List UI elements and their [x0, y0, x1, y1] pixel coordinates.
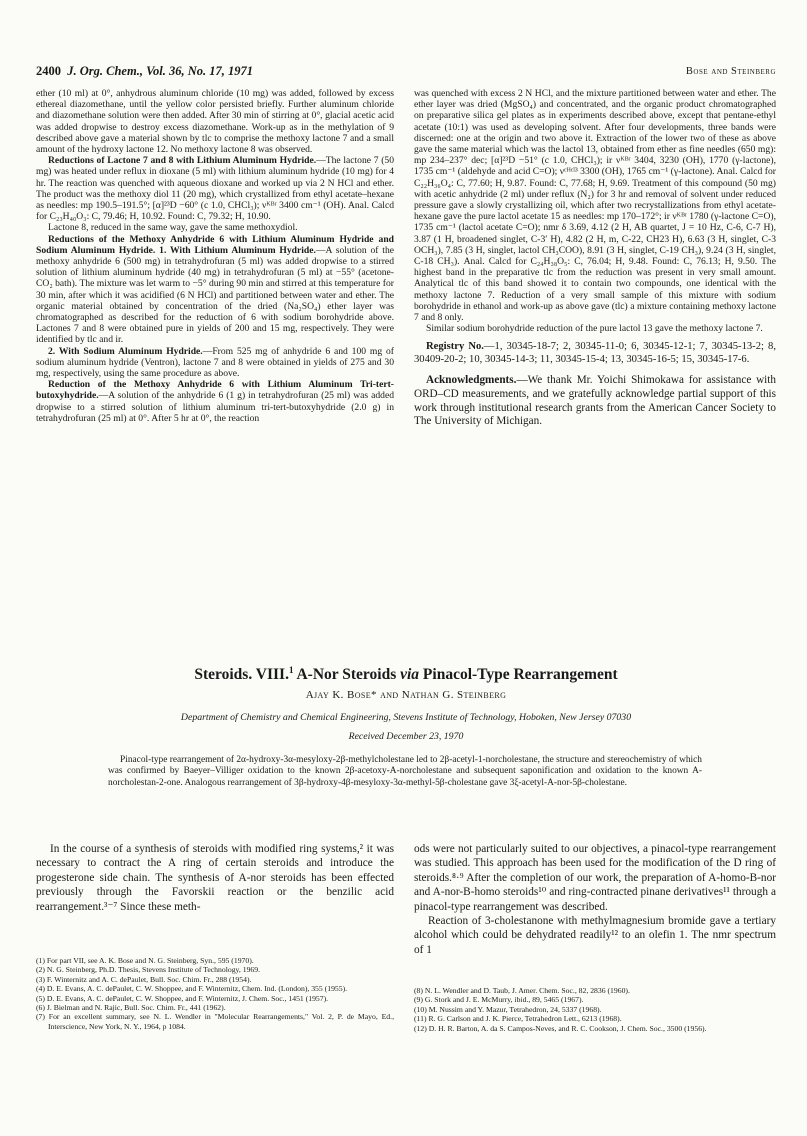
right-column-experimental: [414, 88, 776, 429]
footnote: (11) R. G. Carlson and J. K. Pierce, Tetrahedron Lett., 6213 (1968).: [414, 1014, 622, 1024]
section-heading: 2. With Sodium Aluminum Hydride.: [48, 345, 203, 357]
paragraph: Reaction of 3-cholestanone with methylmagnesium bromide gave a tertiary alcohol which could be dehydrated readily¹² to an olefin 1. The nmr spectrum of 1: [414, 915, 776, 956]
footnote: (12) D. H. R. Barton, A. da S. Campos-Neves, and R. C. Cookson, J. Chem. Soc., 3500 (1956).: [414, 1023, 707, 1033]
affiliation: Department of Chemistry and Chemical Engineering, Stevens Institute of Technology, Hoboken, New Jersey 07030: [180, 712, 632, 723]
running-authors: Bose and Steinberg: [685, 66, 776, 77]
acknowledgments: [414, 374, 776, 428]
article-authors: Ajay K. Bose* and Nathan G. Steinberg: [305, 689, 507, 701]
paragraph: ether (10 ml) at 0°, anhydrous aluminum chloride (10 mg) was added, followed by excess ethereal diazomethane, until the yellow color persisted briefly. Further aluminum chloride and diazomethane solution were then added. After 30 min of stirring at 0°, glacial acetic acid was added dropwise to destroy excess diazomethane. Work-up as in the methylation of 9 described above gave a material shown by tlc to comprise the methoxy lactone 7 and a small amount of the hydroxy lactone 12. No methoxy lactone 8 was observed.: [36, 88, 394, 156]
page-number: 2400: [36, 64, 61, 78]
section-text: —The lactone 7 (50 mg) was heated under reflux in dioxane (5 ml) with lithium aluminum hydride (10 mg) for 4 hr. The reaction was quenched with aqueous dioxane and worked up via 2 N HCl and ether. The product was the methoxy diol 11 (20 mg), which crystallized from ethyl acetate–hexane as needles: mp 190.5–191.5°; [α]²³D −60° (c 1.0, CHCl₃); νᴷᴮʳ 3400 cm⁻¹ (OH). Anal. Calcd for C₂₃H₄₀O₃: C, 79.46; H, 10.92. Found: C, 79.32; H, 10.90.: [36, 155, 394, 223]
title-part: Pinacol-Type Rearrangement: [419, 666, 618, 684]
footnote: (6) J. Bielman and N. Rajic, Bull. Soc. Chim. Fr., 441 (1962).: [36, 1003, 226, 1013]
footnote: (1) For part VII, see A. K. Bose and N. G. Steinberg, Syn., 595 (1970).: [36, 956, 254, 965]
footnote: (8) N. L. Wendler and D. Taub, J. Amer. Chem. Soc., 82, 2836 (1960).: [414, 986, 630, 995]
footnotes-right: [414, 986, 776, 1033]
acknowledgments-text: —We thank Mr. Yoichi Shimokawa for assistance with ORD–CD measurements, and we gratefully acknowledge partial support of this work through institutional research grants from the American Cancer Society to The University of Michigan.: [414, 374, 776, 428]
paragraph: ods were not particularly suited to our objectives, a pinacol-type rearrangement was studied. This approach has been used for the modification of the D ring of steroids.⁸·⁹ After the completion of our work, the preparation of A-homo-B-nor and A-nor-B-homo steroids¹⁰ and ring-contracted pinane derivatives¹¹ through a pinacol-type rearrangement was described.: [414, 843, 776, 913]
paragraph: Lactone 8, reduced in the same way, gave the same methoxydiol.: [48, 222, 298, 234]
title-part: Steroids. VIII.: [194, 666, 289, 684]
journal-name: J. Org. Chem., Vol. 36, No. 17, 1971: [67, 64, 254, 78]
section-sodium-aluminum-hydride: [36, 346, 394, 380]
left-column-experimental: [36, 88, 394, 424]
footnote: (2) N. G. Steinberg, Ph.D. Thesis, Stevens Institute of Technology, 1969.: [36, 965, 261, 975]
title-part: via: [400, 666, 420, 684]
section-text: —A solution of the anhydride 6 (1 g) in tetrahydrofuran (25 ml) was added dropwise to a stirred solution of lithium aluminum tri-tert-butoxyhydride (2.0 g) in tetrahydrofuran (25 ml) at 0°. After 5 hr at 0°, the reaction: [36, 390, 394, 424]
section-heading: Reductions of the Methoxy Anhydride 6 with Lithium Aluminum Hydride and Sodium Aluminum Hydride. 1. With Lithium Aluminum Hydride.: [36, 233, 394, 256]
footnote: (10) M. Nussim and Y. Mazur, Tetrahedron, 24, 5337 (1968).: [414, 1004, 602, 1014]
section-text: —From 525 mg of anhydride 6 and 100 mg of sodium aluminum hydride (Ventron), lactone 7 and 8 were obtained in yields of 275 and 30 mg, respectively, using the same procedure as above.: [36, 345, 394, 380]
footnote: (3) F. Winternitz and A. C. dePaulet, Bull. Soc. Chim. Fr., 288 (1954).: [36, 974, 252, 984]
section-reduction-anhydride: [36, 234, 394, 346]
section-text: —A solution of the methoxy anhydride 6 (500 mg) in tetrahydrofuran (5 ml) was added dropwise to a stirred solution of lithium aluminum hydride (40 mg) in tetrahydrofuran (5 ml) at −55° (acetone-CO₂ bath). The mixture was let warm to −5° during 90 min and stirred at this temperature for 30 min, after which it was acidified (6 N HCl) and partitioned between water and ether. The organic material obtained by concentration of the dried (Na₂SO₄) ether layer was chromatographed as described for the reduction of 6 with sodium borohydride above. Lactones 7 and 8 were obtained pure in yields of 200 and 15 mg, respectively. They were identified by tlc and ir.: [36, 244, 394, 346]
section-reduction-lactones: [36, 155, 394, 222]
footnotes-left: [36, 956, 394, 1031]
article-title: [36, 665, 776, 684]
paragraph: Similar sodium borohydride reduction of the pure lactol 13 gave the methoxy lactone 7.: [426, 323, 763, 335]
intro-left-column: [36, 842, 394, 914]
footnote: (9) G. Stork and J. E. McMurry, ibid., 89, 5465 (1967).: [414, 995, 584, 1005]
footnote: (7) For an excellent summary, see N. L. Wendler in "Molecular Rearrangements," Vol. 2, P. de Mayo, Ed., Interscience, New York, N. Y., 1964, p 1084.: [36, 1012, 394, 1031]
paragraph: was quenched with excess 2 N HCl, and the mixture partitioned between water and ether. The ether layer was dried (MgSO₄) and concentrated, and the organic product chromatographed on preparative silica gel plates as in experiments described above, except that pentane-ethyl acetate (10:1) was used as developing solvent. After four developments, three bands were discerned: one at the origin and two above it. Extraction of the lower two of these as above gave the same material which was the lactol 13, obtained from ether as fine needles (650 mg): mp 234–237° dec; [α]²³D −51° (c 1.0, CHCl₃); ir νᴷᴮʳ 3404, 3230 (OH), 1770 (γ-lactone), 1735 cm⁻¹ (aldehyde and acid C=O); νᶜᴴᶜˡ³ 3300 (OH), 1765 cm⁻¹ (γ-lactone). Anal. Calcd for C₂₂H₃₆O₄: C, 77.60; H, 9.87. Found: C, 77.68; H, 9.69. Treatment of this compound (50 mg) with acetic anhydride (2 ml) under reflux (N₂) for 3 hr and removal of solvent under reduced pressure gave a slowly crystallizing oil, which after two recrystallizations from ethyl acetate-hexane gave the pure lactol acetate 15 as needles: mp 170–172°; ir νᴷᴮʳ 1780 (γ-lactone C=O), 1735 cm⁻¹ (lactol acetate C=O); nmr δ 3.69, 4.12 (2 H, AB quartet, J = 10 Hz, C-6, C-7 H), 3.87 (1 H, broadened singlet, C-3′ H), 4.82 (2 H, m, C-22, CH23 H), 6.63 (3 H, singlet, C-3 OCH₃), 7.85 (3 H, singlet, lactol CH₃COO), 8.91 (3 H, singlet, C-19 CH₃), 9.24 (3 H, singlet, C-18 CH₃). Anal. Calcd for C₂₄H₃₈O₅: C, 76.04; H, 9.48. Found: C, 76.13; H, 9.50. The highest band in the preparative tlc from the reduction was present in very small amount. Analytical tlc of this band showed it to contain two compounds, one identical with the methoxy lactone 7. Reduction of a very small sample of this mixture with sodium borohydride in ethanol and work-up as above gave (tlc) a mixture containing methoxy lactone 7 and 8 only.: [414, 88, 776, 324]
title-part: A-Nor Steroids: [293, 666, 401, 684]
section-heading: Reduction of the Methoxy Anhydride 6 with Lithium Aluminum Tri-tert-butoxyhydride.: [36, 379, 394, 402]
paragraph: In the course of a synthesis of steroids with modified ring systems,² it was necessary to contract the A ring of certain steroids and introduce the progesterone side chain. The synthesis of A-nor steroids has been effected previously through the Favorskii reaction or the benzilic acid rearrangement.³⁻⁷ Since these meth-: [36, 843, 394, 913]
title-footnote-ref: 1: [288, 665, 294, 675]
abstract: Pinacol-type rearrangement of 2α-hydroxy-3α-mesyloxy-2β-methylcholestane led to 2β-acetyl-1-norcholestane, the structure and stereochemistry of which was confirmed by Baeyer–Villiger oxidation to the known 2β-acetoxy-A-norcholestane and subsequent saponification and oxidation to the known A-norcholestan-2-one. Analogous rearrangement of 3β-hydroxy-4β-mesyloxy-3α-methyl-5β-cholestane gave 3ξ-acetyl-A-nor-5β-cholestane.: [108, 755, 702, 788]
registry-heading: Registry No.: [426, 341, 484, 353]
page-header: [36, 64, 776, 80]
registry-numbers: [414, 340, 776, 366]
journal-citation: [36, 64, 253, 79]
intro-right-column: [414, 842, 776, 957]
section-heading: Reductions of Lactone 7 and 8 with Lithium Aluminum Hydride.: [48, 155, 317, 167]
registry-text: —1, 30345-18-7; 2, 30345-11-0; 6, 30345-12-1; 7, 30345-13-2; 8, 30409-20-2; 10, 30345-14-3; 11, 30345-15-4; 13, 30345-16-5; 15, 30345-17-6.: [414, 341, 776, 366]
footnote: (4) D. E. Evans, A. C. dePaulet, C. W. Shoppee, and F. Winternitz, Chem. Ind. (London), 355 (1955).: [36, 984, 348, 994]
acknowledgments-heading: Acknowledgments.: [426, 374, 517, 387]
section-tri-tert-butoxyhydride: [36, 379, 394, 424]
received-date: Received December 23, 1970: [348, 731, 464, 742]
footnote: (5) D. E. Evans, A. C. dePaulet, C. W. Shoppee, and F. Winternitz, J. Chem. Soc., 1451 (1957).: [36, 993, 329, 1003]
